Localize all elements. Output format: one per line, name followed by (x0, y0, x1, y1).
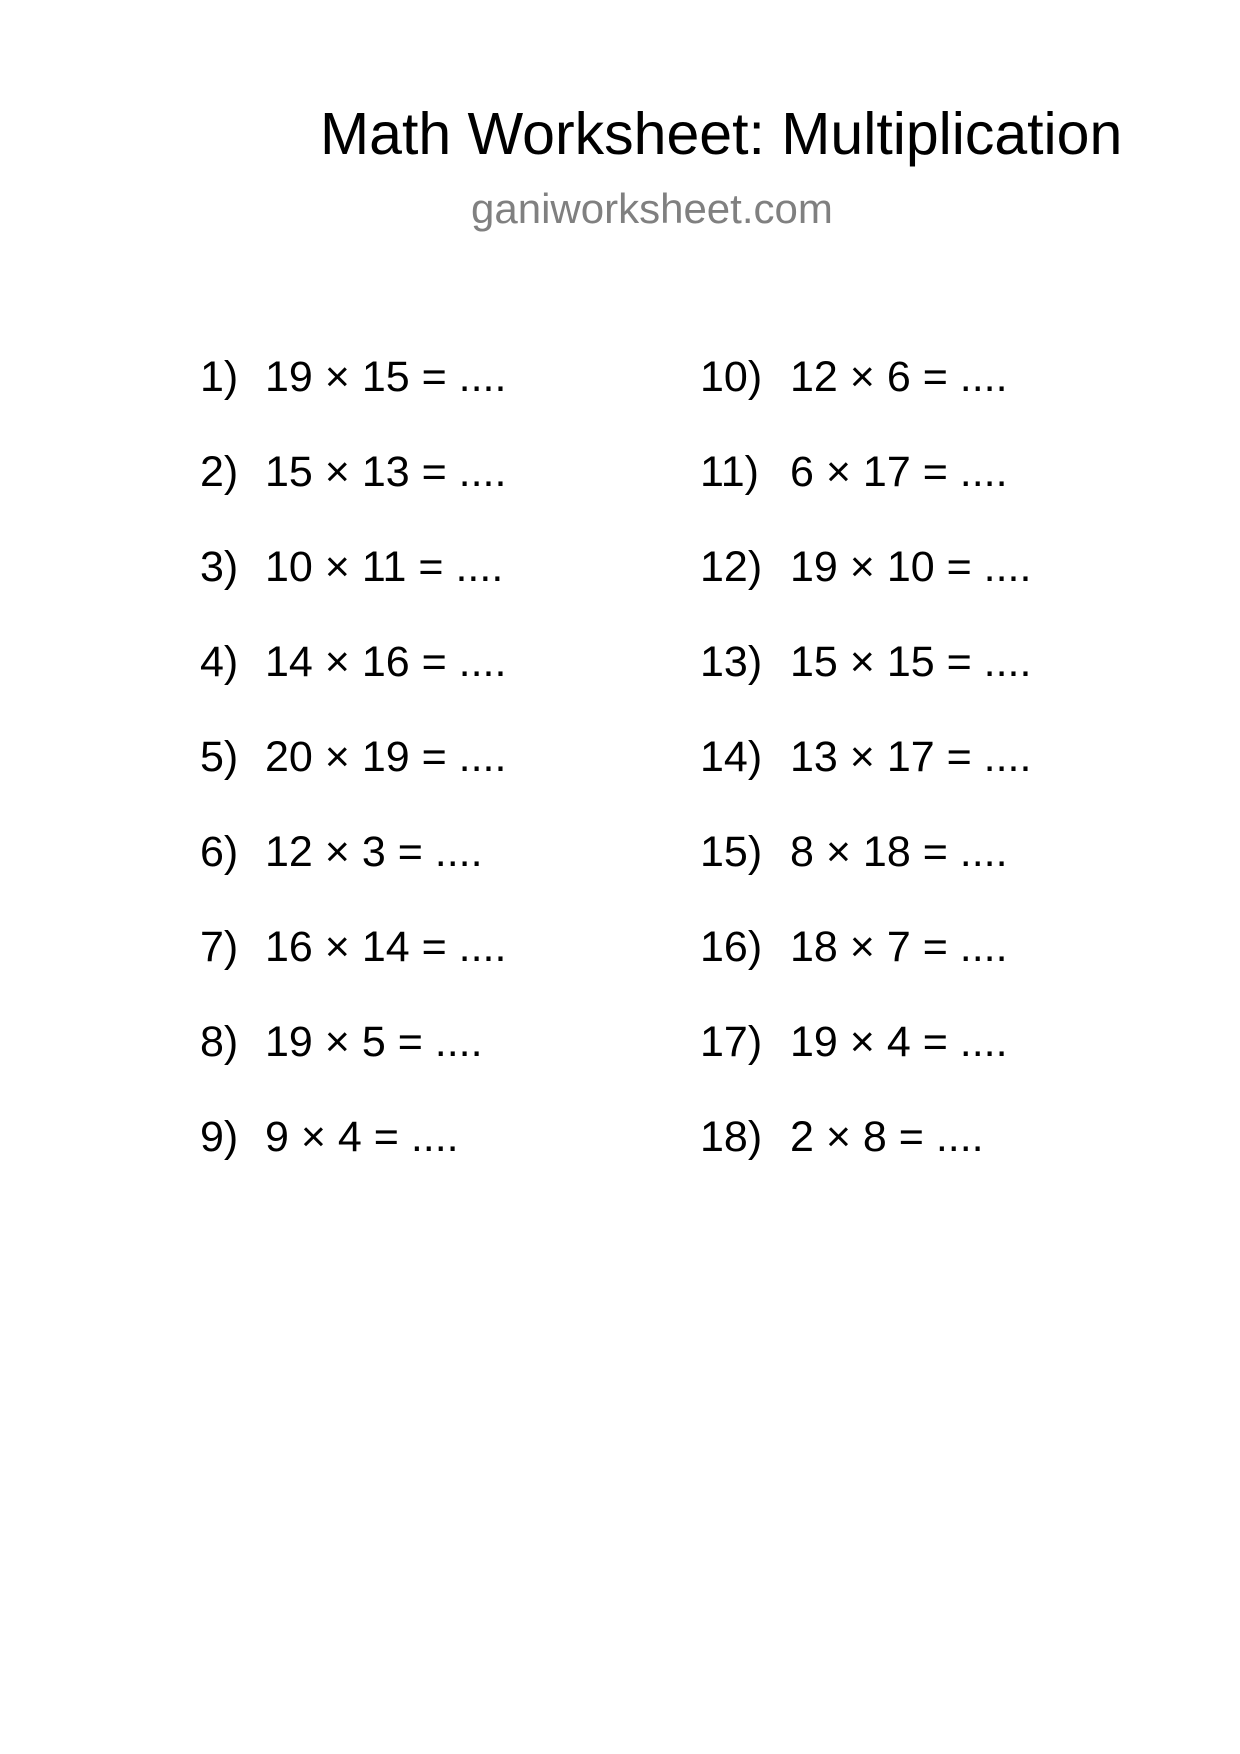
problem-number: 10) (700, 353, 763, 401)
problem-item (700, 542, 1031, 637)
problem-number: 15) (700, 828, 763, 876)
problem-expression: 20 × 19 = .... (265, 733, 507, 781)
problem-item (200, 827, 506, 922)
problem-expression: 13 × 17 = .... (790, 733, 1032, 781)
problem-expression: 14 × 16 = .... (265, 638, 507, 686)
worksheet-title: Math Worksheet: Multiplication (320, 101, 1123, 167)
problem-number: 11) (700, 448, 759, 496)
problem-expression: 19 × 4 = .... (790, 1018, 1008, 1066)
problem-item (700, 827, 1031, 922)
problem-number: 6) (200, 828, 239, 876)
problem-number: 7) (200, 923, 239, 971)
problem-item (700, 447, 1031, 542)
problem-item (700, 1017, 1031, 1112)
problem-expression: 16 × 14 = .... (265, 923, 507, 971)
problem-expression: 9 × 4 = .... (265, 1113, 459, 1161)
problem-item (200, 1017, 506, 1112)
problem-number: 14) (700, 733, 763, 781)
problem-expression: 19 × 5 = .... (265, 1018, 483, 1066)
problem-number: 13) (700, 638, 763, 686)
website-subtitle: ganiworksheet.com (471, 185, 833, 232)
problem-column-left (200, 352, 506, 1207)
problem-expression: 10 × 11 = .... (265, 543, 504, 591)
problem-expression: 8 × 18 = .... (790, 828, 1008, 876)
problem-item (700, 732, 1031, 827)
problem-item (700, 922, 1031, 1017)
problem-number: 18) (700, 1113, 763, 1161)
problem-number: 8) (200, 1018, 239, 1066)
problem-expression: 2 × 8 = .... (790, 1113, 984, 1161)
problem-number: 4) (200, 638, 239, 686)
problem-item (700, 352, 1031, 447)
problem-number: 5) (200, 733, 239, 781)
problem-number: 17) (700, 1018, 763, 1066)
problem-number: 16) (700, 923, 763, 971)
problem-expression: 12 × 6 = .... (790, 353, 1008, 401)
problem-item (700, 637, 1031, 732)
problem-expression: 18 × 7 = .... (790, 923, 1008, 971)
problem-expression: 19 × 10 = .... (790, 543, 1032, 591)
problem-item (200, 542, 506, 637)
problem-number: 3) (200, 543, 239, 591)
problem-item (200, 352, 506, 447)
problem-expression: 12 × 3 = .... (265, 828, 483, 876)
problem-item (200, 1112, 506, 1207)
problem-expression: 15 × 13 = .... (265, 448, 507, 496)
problem-number: 9) (200, 1113, 239, 1161)
problem-number: 12) (700, 543, 763, 591)
problem-expression: 19 × 15 = .... (265, 353, 507, 401)
problem-item (700, 1112, 1031, 1207)
problem-column-right (700, 352, 1031, 1207)
problem-item (200, 922, 506, 1017)
problem-item (200, 447, 506, 542)
problem-number: 1) (200, 353, 239, 401)
problem-item (200, 732, 506, 827)
problem-number: 2) (200, 448, 239, 496)
problem-item (200, 637, 506, 732)
problem-expression: 6 × 17 = .... (790, 448, 1008, 496)
problem-expression: 15 × 15 = .... (790, 638, 1032, 686)
